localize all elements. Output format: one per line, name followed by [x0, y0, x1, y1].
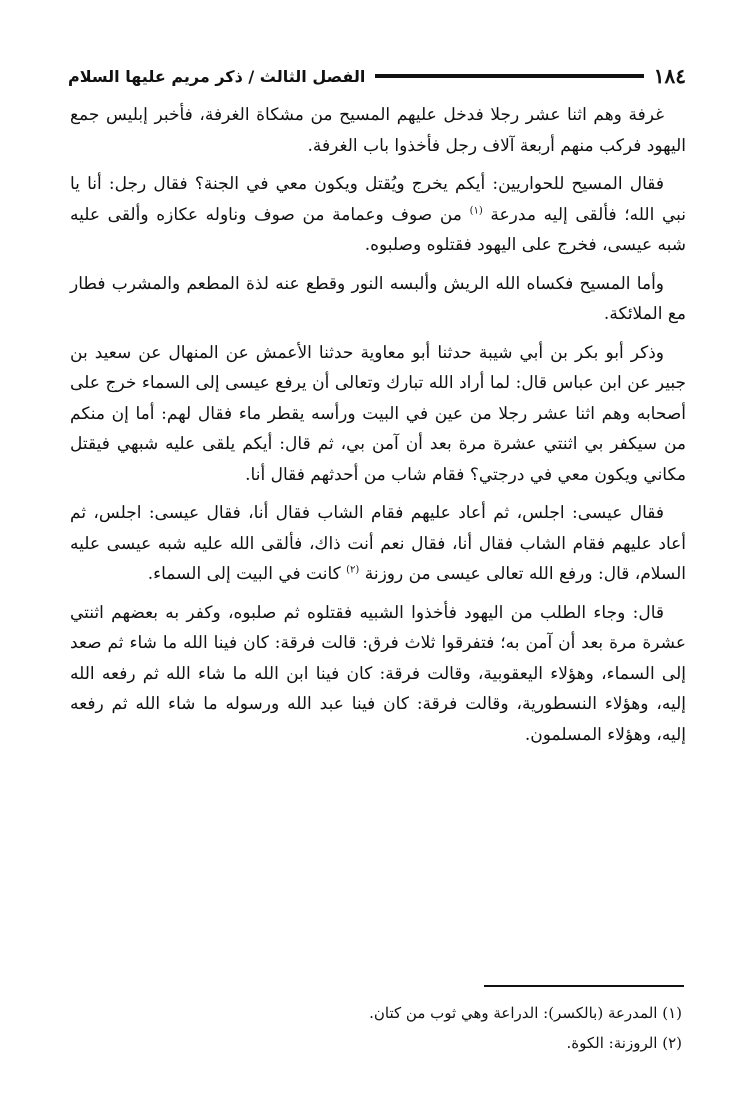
paragraph — [70, 169, 686, 261]
footnote-divider — [484, 985, 684, 987]
page-body — [70, 100, 686, 758]
footnote-marker: (٢) — [346, 564, 360, 576]
page-number: ١٨٤ — [653, 64, 686, 88]
footnote-marker: (١) — [469, 204, 483, 216]
footnote: (٢) الروزنة: الكوة. — [566, 1034, 682, 1052]
footnotes — [70, 998, 682, 1058]
header-rule — [375, 74, 643, 78]
chapter-title: الفصل الثالث / ذكر مريم عليها السلام — [68, 66, 366, 86]
paragraph — [70, 498, 686, 590]
paragraph: قال: وجاء الطلب من اليهود فأخذوا الشبيه فقتلوه ثم صلبوه، وكفر به بعضهم اثنتي عشرة مرة بعد أن آمن به؛ فتفرقوا ثلاث فرق: قالت فرقة: كان فينا الله ما شاء ثم صعد إلى السماء، وهؤلاء اليعقوبية، وقالت فرقة: كان فينا ابن الله ما شاء الله ثم رفعه الله إليه، وهؤلاء النسطورية، وقالت فرقة: كان فينا عبد الله ورسوله ما شاء الله ثم رفعه إليه، وهؤلاء المسلمون. — [70, 602, 686, 745]
paragraph: وأما المسيح فكساه الله الريش وألبسه النور وقطع عنه لذة المطعم والمشرب فطار مع الملائكة. — [70, 273, 686, 324]
footnote: (١) المدرعة (بالكسر): الدراعة وهي ثوب من كتان. — [369, 1004, 682, 1022]
paragraph-text: كانت في البيت إلى السماء. — [147, 564, 347, 584]
page-header — [68, 58, 686, 94]
paragraph: وذكر أبو بكر بن أبي شيبة حدثنا أبو معاوية حدثنا الأعمش عن المنهال عن سعيد بن جبير عن ابن عباس قال: لما أراد الله تبارك وتعالى أن يرفع عيسى إلى السماء خرج على أصحابه وهم اثنا عشر رجلا من عين في البيت ورأسه يقطر ماء فقال لهم: أما إن منكم من سيكفر بي اثنتي عشرة مرة بعد أن آمن بي، ثم قال: أيكم يلقى عليه شبهي فيقتل مكاني ويكون معي في درجتي؟ فقام شاب من أحدثهم فقال أنا. — [70, 342, 686, 485]
paragraph-text: فقال عيسى: اجلس، ثم أعاد عليهم فقام الشاب فقال أنا، فقال عيسى: اجلس، ثم أعاد عليهم فقام الشاب فقال أنا، فقال نعم أنت ذاك، فألقى الله عليه شبه عيسى عليه السلام، قال: ورفع الله تعالى عيسى من روزنة — [70, 503, 686, 584]
paragraph-text: فقال المسيح للحواريين: أيكم يخرج ويُقتل ويكون معي في الجنة؟ فقال رجل: أنا يا نبي الله؛ فألقى إليه مدرعة — [70, 174, 687, 225]
paragraph-text: من صوف وعمامة من صوف وناوله عكازه وألقى عليه شبه عيسى، فخرج على اليهود فقتلوه وصلبوه. — [70, 204, 686, 255]
paragraph: غرفة وهم اثنا عشر رجلا فدخل عليهم المسيح من مشكاة الغرفة، فأخبر إبليس جمع اليهود فركب منهم أربعة آلاف رجل فأخذوا باب الغرفة. — [70, 105, 686, 156]
